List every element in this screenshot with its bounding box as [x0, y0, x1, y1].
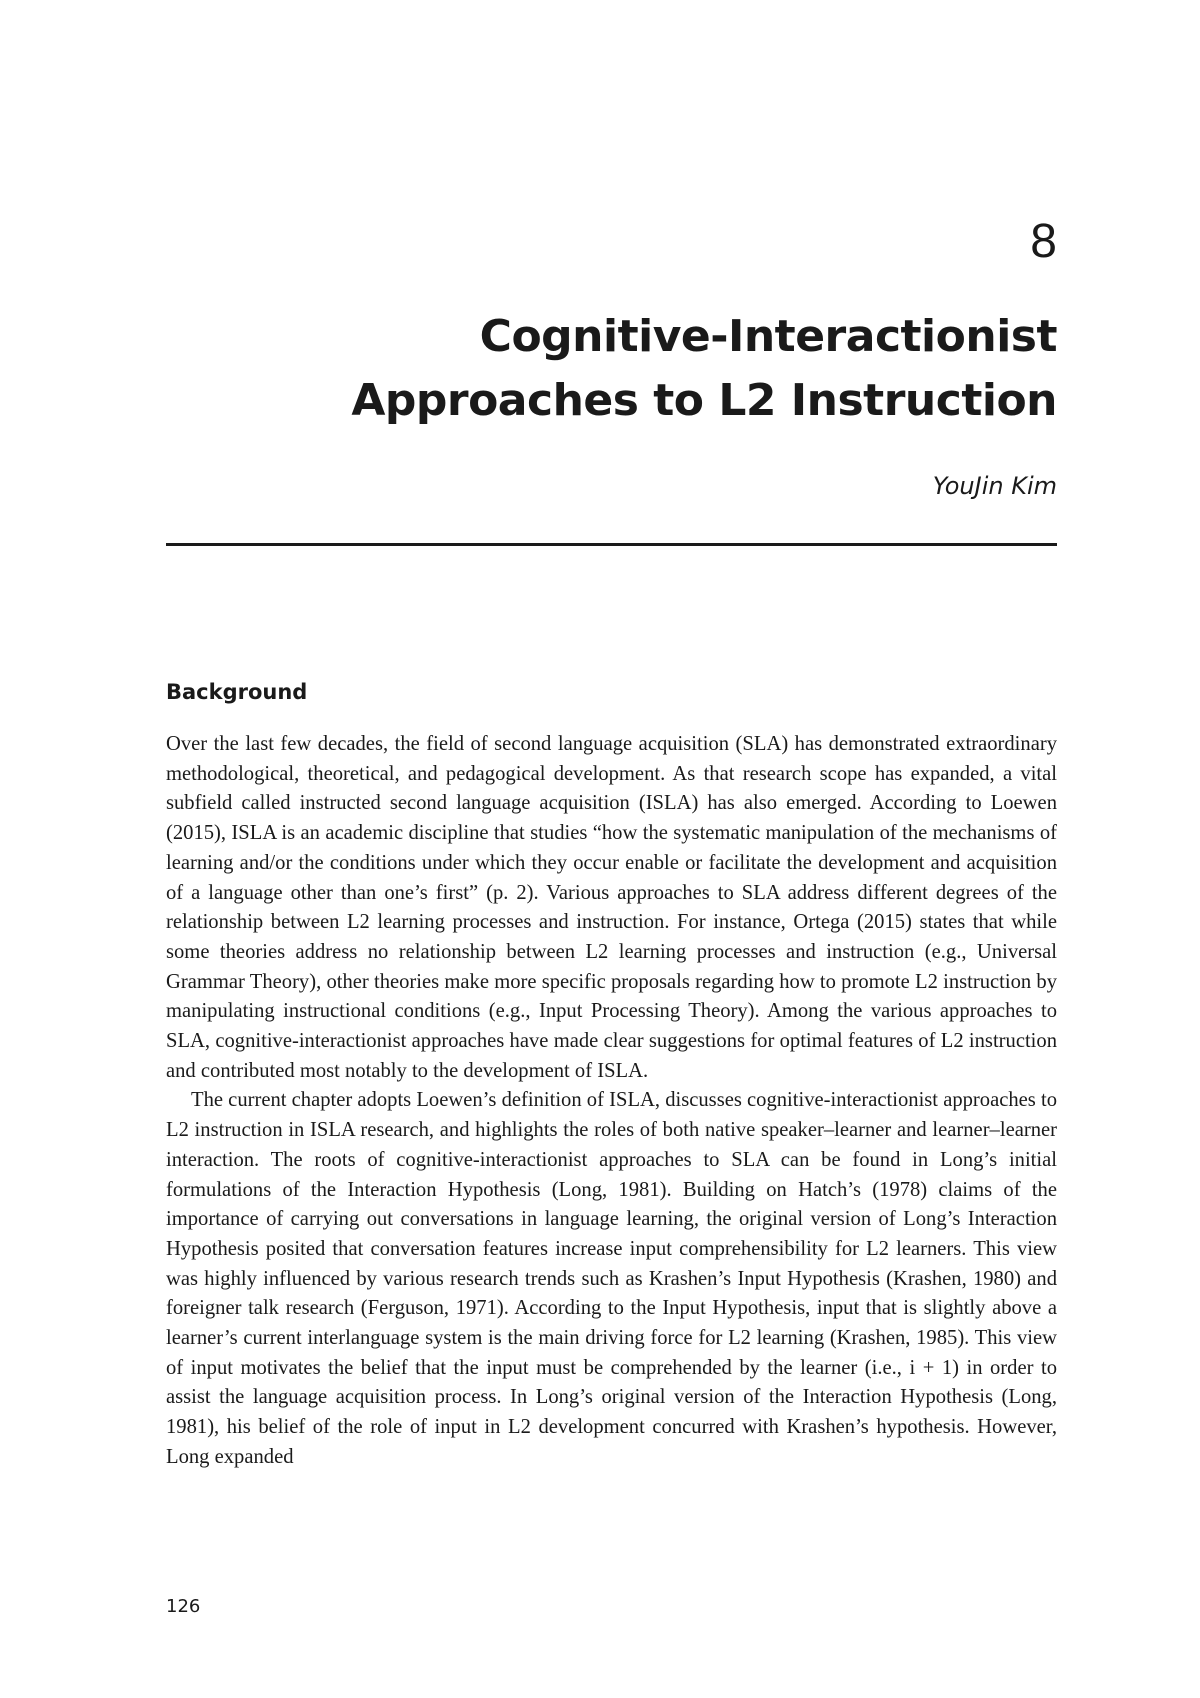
chapter-title-line-2: Approaches to L2 Instruction: [351, 375, 1057, 426]
chapter-author: YouJin Kim: [932, 472, 1057, 500]
paragraph: The current chapter adopts Loewen’s definition of ISLA, discusses cognitive-interactionist approaches to L2 instruction in ISLA research, and highlights the roles of both native speaker–learner and learner–learner interaction. The roots of cognitive-interactionist approaches to SLA can be found in Long’s initial formulations of the Interaction Hypothesis (Long, 1981). Building on Hatch’s (1978) claims of the importance of carrying out conversations in language learning, the original version of Long’s Interaction Hypothesis posited that conversation features increase input comprehensibility for L2 learners. This view was highly influenced by various research trends such as Krashen’s Input Hypothesis (Krashen, 1980) and foreigner talk research (Ferguson, 1971). According to the Input Hypothesis, input that is slightly above a learner’s current interlanguage system is the main driving force for L2 learning (Krashen, 1985). This view of input motivates the belief that the input must be comprehended by the learner (i.e., i + 1) in order to assist the language acquisition process. In Long’s original version of the Interaction Hypothesis (Long, 1981), his belief of the role of input in L2 development concurred with Krashen’s hypothesis. However, Long expanded: [166, 1089, 1057, 1468]
chapter-title-line-1: Cognitive-Interactionist: [479, 311, 1057, 362]
chapter-number: 8: [1030, 215, 1057, 268]
page-number: 126: [166, 1596, 201, 1617]
section-heading: Background: [166, 680, 308, 704]
paragraph: Over the last few decades, the field of second language acquisition (SLA) has demonstrated extraordinary methodological, theoretical, and pedagogical development. As that research scope has expanded, a vital subfield called instructed second language acquisition (ISLA) has also emerged. According to Loewen (2015), ISLA is an academic discipline that studies “how the systematic manipulation of the mechanisms of learning and/or the conditions under which they occur enable or facilitate the development and acquisition of a language other than one’s first” (p. 2). Various approaches to SLA address different degrees of the relationship between L2 learning processes and instruction. For instance, Ortega (2015) states that while some theories address no relationship between L2 learning processes and instruction (e.g., Universal Grammar Theory), other theories make more specific proposals regarding how to promote L2 instruction by manipulating instructional conditions (e.g., Input Processing Theory). Among the various approaches to SLA, cognitive-interactionist approaches have made clear suggestions for optimal features of L2 instruction and contributed most notably to the development of ISLA.: [166, 733, 1057, 1082]
body-text: [166, 730, 1057, 1473]
chapter-title: [197, 305, 1057, 433]
title-divider: [166, 543, 1057, 546]
